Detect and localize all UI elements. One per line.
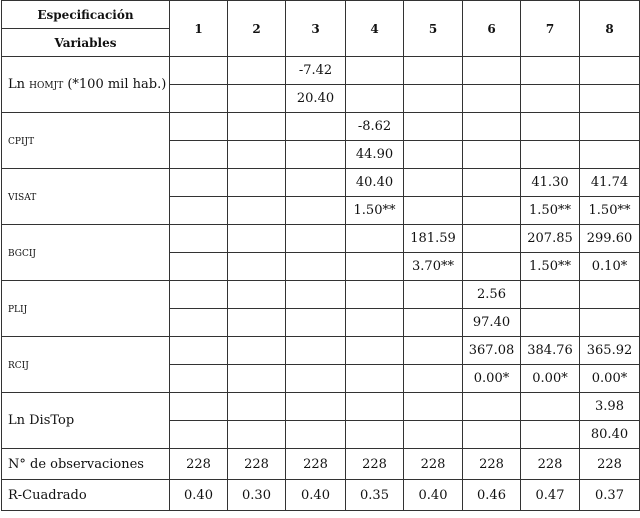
stat-cell [463,253,521,281]
stat-cell [228,197,286,225]
variable-label-name: plij [8,301,28,316]
summary-value: 0.40 [170,480,228,511]
coef-cell [228,393,286,421]
stat-cell [404,365,463,393]
summary-value: 228 [170,449,228,480]
header-row-top [2,1,640,29]
stat-cell: 1.50** [580,197,640,225]
coef-cell [521,57,580,85]
stat-cell [580,309,640,337]
coef-cell [346,337,404,365]
summary-value: 0.40 [286,480,346,511]
coef-cell [170,57,228,85]
stat-cell [286,309,346,337]
stat-cell [228,309,286,337]
variable-row-coef [2,57,640,85]
variable-label [2,57,170,113]
coef-cell [463,57,521,85]
coef-cell [463,113,521,141]
coef-cell [404,169,463,197]
stat-cell [346,85,404,113]
coef-cell [404,281,463,309]
coef-cell: 207.85 [521,225,580,253]
stat-cell: 0.00* [580,365,640,393]
stat-cell: 20.40 [286,85,346,113]
variable-label-suffix: (*100 mil hab.) [63,77,167,92]
coef-cell [170,281,228,309]
variable-row-coef [2,393,640,421]
stat-cell [521,309,580,337]
stat-cell: 0.00* [463,365,521,393]
coef-cell [463,169,521,197]
summary-value: 228 [580,449,640,480]
summary-row [2,480,640,511]
stat-cell [580,141,640,169]
coef-cell: 367.08 [463,337,521,365]
stat-cell: 0.00* [521,365,580,393]
coef-cell [580,281,640,309]
variable-label [2,225,170,281]
coef-cell [580,113,640,141]
stat-cell [228,421,286,449]
column-header: 1 [170,1,228,57]
stat-cell [463,197,521,225]
variable-label [2,337,170,393]
stat-cell [463,85,521,113]
summary-value: 228 [346,449,404,480]
summary-value: 228 [521,449,580,480]
coef-cell [404,57,463,85]
summary-value: 0.47 [521,480,580,511]
stat-cell [346,421,404,449]
coef-cell [170,337,228,365]
coef-cell: -8.62 [346,113,404,141]
coef-cell [228,225,286,253]
summary-label: R-Cuadrado [2,480,170,511]
coef-cell [228,113,286,141]
summary-value: 228 [463,449,521,480]
coef-cell [580,57,640,85]
coef-cell [286,169,346,197]
header-variables: Variables [2,29,170,57]
stat-cell [170,141,228,169]
column-header: 2 [228,1,286,57]
coef-cell [170,225,228,253]
stat-cell [286,141,346,169]
coef-cell [346,225,404,253]
summary-row [2,449,640,480]
variable-row-coef [2,225,640,253]
coef-cell: 384.76 [521,337,580,365]
column-header: 7 [521,1,580,57]
stat-cell: 1.50** [521,197,580,225]
coef-cell [170,113,228,141]
variable-label [2,113,170,169]
coef-cell: 3.98 [580,393,640,421]
stat-cell [404,141,463,169]
variable-label-name: rcij [8,357,29,372]
stat-cell [346,365,404,393]
summary-value: 228 [228,449,286,480]
summary-label: N° de observaciones [2,449,170,480]
summary-value: 228 [404,449,463,480]
coef-cell [286,225,346,253]
column-header: 4 [346,1,404,57]
coef-cell [170,393,228,421]
column-header: 5 [404,1,463,57]
stat-cell: 97.40 [463,309,521,337]
stat-cell [521,85,580,113]
column-header: 8 [580,1,640,57]
variable-label [2,393,170,449]
stat-cell [228,365,286,393]
stat-cell [404,197,463,225]
stat-cell [404,85,463,113]
stat-cell [228,85,286,113]
coef-cell [521,113,580,141]
stat-cell [170,309,228,337]
stat-cell [346,309,404,337]
stat-cell [286,197,346,225]
coef-cell [286,393,346,421]
stat-cell: 80.40 [580,421,640,449]
stat-cell [286,253,346,281]
regression-table [1,0,640,511]
stat-cell: 1.50** [521,253,580,281]
variable-label-name: visat [8,189,37,204]
variable-label-prefix: Ln [8,77,30,92]
variable-label-name: cpijt [8,133,35,148]
stat-cell [170,365,228,393]
variable-label-prefix: Ln DisTop [8,413,75,428]
variable-label [2,169,170,225]
coef-cell [346,281,404,309]
coef-cell: 40.40 [346,169,404,197]
stat-cell [580,85,640,113]
coef-cell [228,281,286,309]
stat-cell [170,85,228,113]
column-header: 3 [286,1,346,57]
variable-row-coef [2,281,640,309]
column-header: 6 [463,1,521,57]
variable-label [2,281,170,337]
coef-cell [404,113,463,141]
variable-label-name: homjt [29,77,64,92]
stat-cell: 1.50** [346,197,404,225]
stat-cell: 0.10* [580,253,640,281]
stat-cell [404,421,463,449]
coef-cell: 41.30 [521,169,580,197]
coef-cell [463,393,521,421]
stat-cell [346,253,404,281]
coef-cell: 181.59 [404,225,463,253]
summary-value: 0.46 [463,480,521,511]
stat-cell [228,253,286,281]
summary-value: 228 [286,449,346,480]
stat-cell [521,421,580,449]
coef-cell: 41.74 [580,169,640,197]
variable-label-name: bgcij [8,245,37,260]
stat-cell [170,197,228,225]
variable-row-coef [2,169,640,197]
coef-cell [521,393,580,421]
stat-cell [170,253,228,281]
summary-value: 0.35 [346,480,404,511]
coef-cell [228,337,286,365]
stat-cell [404,309,463,337]
coef-cell [228,57,286,85]
coef-cell [521,281,580,309]
coef-cell: 2.56 [463,281,521,309]
coef-cell: 299.60 [580,225,640,253]
coef-cell [286,113,346,141]
coef-cell [346,57,404,85]
coef-cell [286,281,346,309]
coef-cell: -7.42 [286,57,346,85]
stat-cell [286,365,346,393]
variable-row-coef [2,113,640,141]
summary-value: 0.30 [228,480,286,511]
coef-cell [170,169,228,197]
stat-cell [521,141,580,169]
coef-cell [346,393,404,421]
stat-cell [228,141,286,169]
stat-cell [286,421,346,449]
coef-cell [404,393,463,421]
summary-value: 0.37 [580,480,640,511]
stat-cell [170,421,228,449]
stat-cell: 44.90 [346,141,404,169]
header-especificacion: Especificación [2,1,170,29]
coef-cell [228,169,286,197]
coef-cell [463,225,521,253]
coef-cell: 365.92 [580,337,640,365]
coef-cell [286,337,346,365]
coef-cell [404,337,463,365]
variable-row-coef [2,337,640,365]
stat-cell [463,141,521,169]
summary-value: 0.40 [404,480,463,511]
stat-cell [463,421,521,449]
stat-cell: 3.70** [404,253,463,281]
